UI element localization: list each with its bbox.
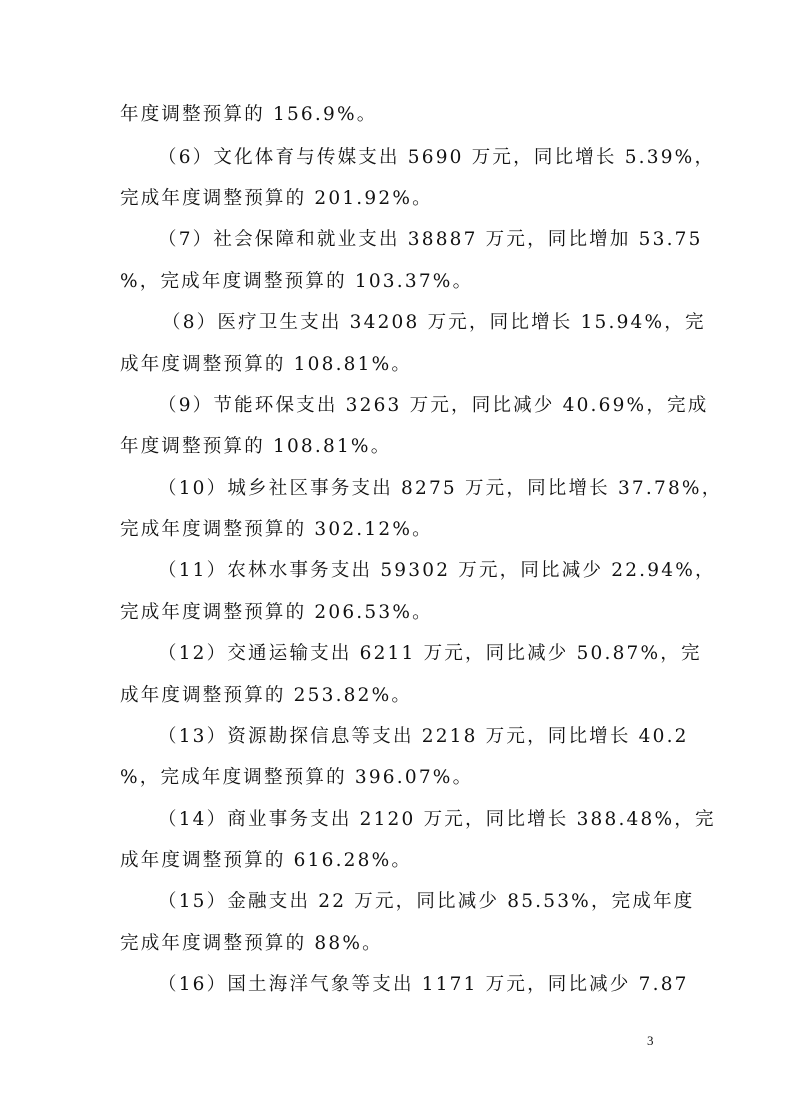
text-line: （12）交通运输支出 6211 万元，同比减少 50.87%，完 <box>158 643 702 664</box>
text-line: （16）国土海洋气象等支出 1171 万元，同比减少 7.87 <box>158 974 689 995</box>
text-line: （13）资源勘探信息等支出 2218 万元，同比增长 40.2 <box>158 726 689 747</box>
page-number: 3 <box>647 1033 654 1048</box>
text-line: （9）节能环保支出 3263 万元，同比减少 40.69%，完成 <box>158 395 709 416</box>
text-line: 年度调整预算的 156.9%。 <box>120 104 378 125</box>
text-line: （14）商业事务支出 2120 万元，同比增长 388.48%，完 <box>158 809 716 830</box>
text-line: 完成年度调整预算的 201.92%。 <box>120 188 433 209</box>
text-line: （6）文化体育与传媒支出 5690 万元，同比增长 5.39%， <box>158 147 716 168</box>
text-line: %，完成年度调整预算的 103.37%。 <box>120 271 474 292</box>
text-line: 完成年度调整预算的 88%。 <box>120 933 383 954</box>
text-line: （15）金融支出 22 万元，同比减少 85.53%，完成年度 <box>158 891 695 912</box>
text-line: （8）医疗卫生支出 34208 万元，同比增长 15.94%，完 <box>162 312 706 333</box>
text-line: 成年度调整预算的 616.28%。 <box>120 850 413 871</box>
text-line: 完成年度调整预算的 302.12%。 <box>120 519 433 540</box>
text-line: 成年度调整预算的 253.82%。 <box>120 685 413 706</box>
text-line: 年度调整预算的 108.81%。 <box>120 436 392 457</box>
text-line: （10）城乡社区事务支出 8275 万元，同比增长 37.78%， <box>158 478 723 499</box>
text-line: 成年度调整预算的 108.81%。 <box>120 354 413 375</box>
text-line: （7）社会保障和就业支出 38887 万元，同比增加 53.75 <box>158 229 703 250</box>
text-line: （11）农林水事务支出 59302 万元，同比减少 22.94%， <box>158 560 716 581</box>
text-line: 完成年度调整预算的 206.53%。 <box>120 602 433 623</box>
text-line: %，完成年度调整预算的 396.07%。 <box>120 767 474 788</box>
